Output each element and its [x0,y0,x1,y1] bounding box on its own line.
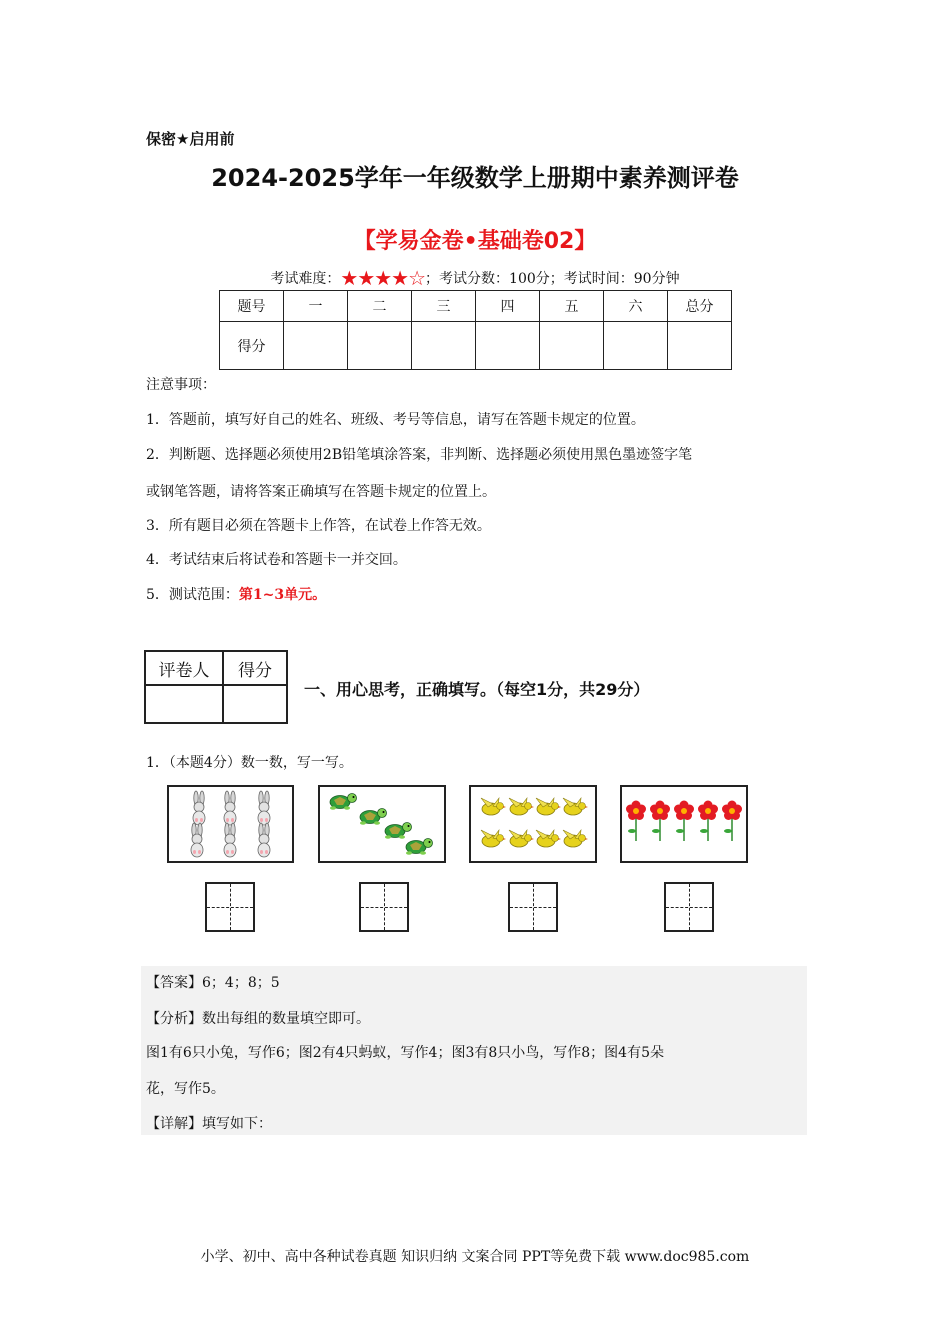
score-table-header-row [220,291,732,322]
picture-flowers [620,785,748,863]
difficulty-label: 考试难度： [270,271,341,287]
answer-panel [141,966,807,1135]
rabbit-icon [169,787,292,861]
score-blank[interactable] [412,322,476,370]
section-title: 一、用心思考，正确填写。（每空1分，共29分） [304,680,650,699]
score-cell: 四 [476,291,540,322]
detail-line: 图1有6只小兔，写作6；图2有4只蚂蚁，写作4；图3有8只小鸟，写作8；图4有5朵 [146,1045,664,1061]
range-prefix: 5．测试范围： [146,587,239,603]
answer-box[interactable] [205,882,255,932]
exam-info [0,266,950,290]
confidential-label: 保密★启用前 [146,130,235,148]
answer-box[interactable] [664,882,714,932]
analysis-line: 【分析】数出每组的数量填空即可。 [146,1011,370,1027]
picture-turtles [318,785,446,863]
score-blank[interactable] [540,322,604,370]
grader-score-header: 得分 [223,651,287,685]
empty-star: ☆ [408,266,426,290]
note-item: 3．所有题目必须在答题卡上作答，在试卷上作答无效。 [146,518,491,534]
note-item-range [146,584,326,604]
score-table-score-row [220,322,732,370]
score-blank[interactable] [348,322,412,370]
score-blank[interactable] [284,322,348,370]
note-item: 或钢笔答题，请将答案正确填写在答题卡规定的位置上。 [146,484,496,500]
range-suffix: 。 [312,587,327,603]
grader-score-blank[interactable] [223,685,287,723]
grader-table [144,650,288,724]
footer-text: 小学、初中、高中各种试卷真题 知识归纳 文案合同 PPT等免费下载 www.doc985.com [200,1249,750,1265]
detail-line: 花，写作5。 [146,1081,225,1097]
note-item: 4．考试结束后将试卷和答题卡一并交回。 [146,552,407,568]
score-cell: 总分 [668,291,732,322]
notes-heading: 注意事项： [146,377,216,393]
range-value: 第1~3单元 [238,587,313,603]
score-blank[interactable] [476,322,540,370]
note-item: 2．判断题、选择题必须使用2B铅笔填涂答案，非判断、选择题必须使用黑色墨迹签字笔 [146,447,693,463]
question-stem: 1．（本题4分）数一数，写一写。 [146,755,353,771]
picture-birds [469,785,597,863]
score-cell: 一 [284,291,348,322]
note-item: 1．答题前，填写好自己的姓名、班级、考号等信息，请写在答题卡规定的位置。 [146,412,645,428]
score-cell: 二 [348,291,412,322]
score-blank[interactable] [668,322,732,370]
turtle-icon [320,787,444,861]
reviewer-blank[interactable] [145,685,223,723]
paper-subtitle: 【学易金卷•基础卷02】 [353,229,597,254]
page-title: 2024-2025学年一年级数学上册期中素养测评卷 [211,164,739,192]
explain-line: 【详解】填写如下： [146,1116,272,1132]
difficulty-stars [340,266,425,290]
flower-icon [622,787,746,861]
answer-box[interactable] [359,882,409,932]
score-cell: 五 [540,291,604,322]
picture-rabbits [167,785,294,863]
score-cell: 题号 [220,291,284,322]
filled-stars: ★★★★ [340,266,409,290]
score-row-label: 得分 [220,322,284,370]
reviewer-header: 评卷人 [145,651,223,685]
score-table [219,290,732,370]
answer-line: 【答案】6；4；8；5 [146,975,280,991]
score-cell: 六 [604,291,668,322]
answer-box[interactable] [508,882,558,932]
bird-icon [471,787,595,861]
score-blank[interactable] [604,322,668,370]
exam-info-rest: ；考试分数：100分；考试时间：90分钟 [425,271,680,287]
score-cell: 三 [412,291,476,322]
